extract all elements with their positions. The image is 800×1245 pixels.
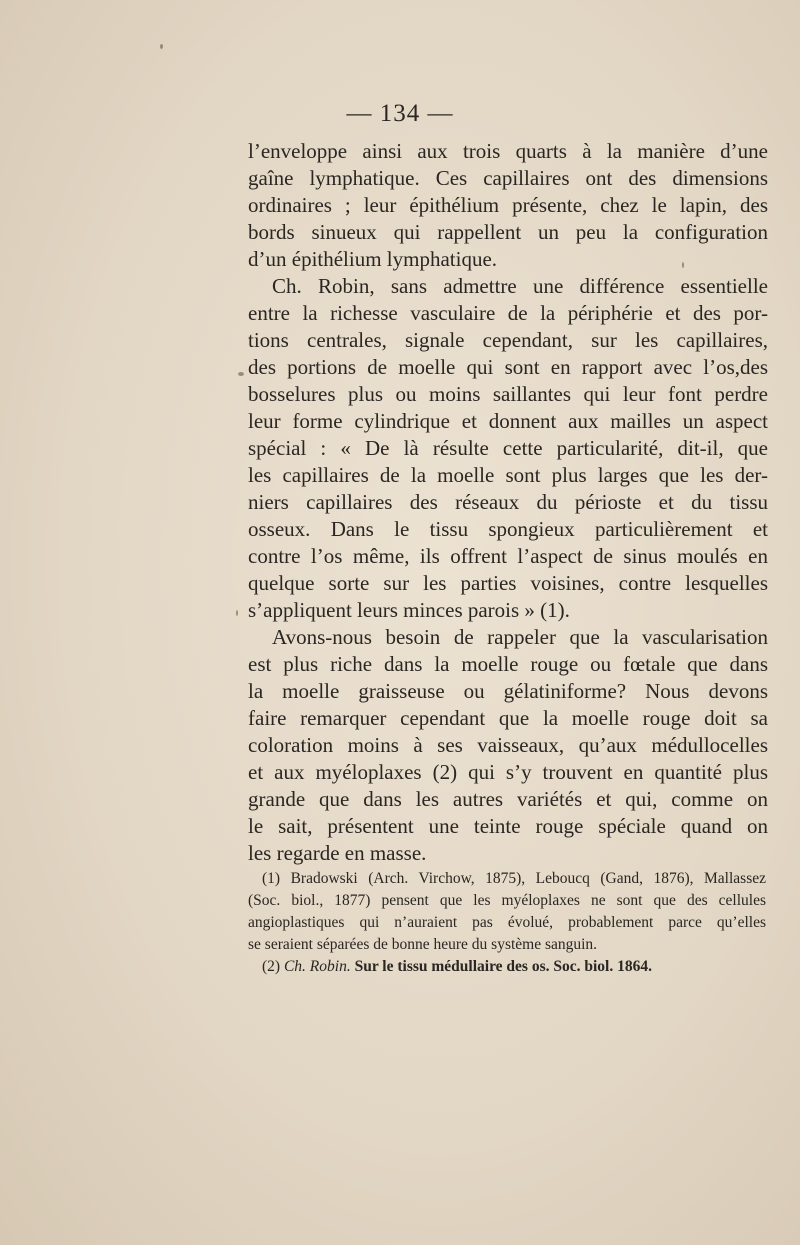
text-line: l’enveloppe ainsi aux trois quarts à la manière d’une — [248, 139, 768, 163]
text-line: contre l’os même, ils offrent l’aspect de sinus moulés en — [248, 544, 768, 568]
text-line: Ch. Robin, sans admettre une différence essentielle — [272, 274, 768, 298]
text-line: s’appliquent leurs minces parois » (1). — [248, 598, 570, 622]
text-line: grande que dans les autres variétés et qui, comme on — [248, 787, 768, 811]
text-line: ordinaires ; leur épithélium présente, chez le lapin, des — [248, 193, 768, 217]
text-line: tions centrales, signale cependant, sur les capillaires, — [248, 328, 768, 352]
text-line: faire remarquer cependant que la moelle rouge doit sa — [248, 706, 768, 730]
text-line: les capillaires de la moelle sont plus larges que les der- — [248, 463, 768, 487]
text-line: Avons-nous besoin de rappeler que la vascularisation — [272, 625, 768, 649]
text-line: d’un épithélium lymphatique. — [248, 247, 498, 271]
footnote-line: se seraient séparées de bonne heure du système sanguin. — [248, 936, 598, 953]
footnote-reference: Sur le tissu médullaire des os. Soc. biol. 1864. — [354, 958, 652, 975]
text-line: spécial : « De là résulte cette particularité, dit-il, que — [248, 436, 768, 460]
text-line: leur forme cylindrique et donnent aux mailles un aspect — [248, 409, 768, 433]
text-line: coloration moins à ses vaisseaux, qu’aux médullocelles — [248, 733, 768, 757]
footnotes — [248, 868, 766, 978]
text-line: le sait, présentent une teinte rouge spéciale quand on — [248, 814, 768, 838]
text-line: niers capillaires des réseaux du périoste et du tissu — [248, 490, 768, 514]
paragraph-1 — [248, 138, 768, 273]
footnote-author: Ch. Robin. — [283, 958, 351, 975]
text-line: est plus riche dans la moelle rouge ou fœtale que dans — [248, 652, 768, 676]
body-text — [248, 138, 768, 867]
paragraph-2 — [248, 273, 768, 624]
text-line: des portions de moelle qui sont en rapport avec l’os,des — [248, 355, 768, 379]
footnote-line: angioplastiques qui n’auraient pas évolué, probablement parce qu’elles — [248, 914, 766, 931]
text-line: entre la richesse vasculaire de la périphérie et des por- — [248, 301, 768, 325]
text-line: et aux myéloplaxes (2) qui s’y trouvent en quantité plus — [248, 760, 768, 784]
footnote-line: (1) Bradowski (Arch. Virchow, 1875), Leboucq (Gand, 1876), Mallassez — [262, 870, 766, 887]
text-line: quelque sorte sur les parties voisines, contre lesquelles — [248, 571, 768, 595]
paper-speck — [236, 610, 238, 616]
page-number: — 134 — — [346, 100, 454, 127]
paragraph-3 — [248, 624, 768, 867]
text-line: bords sinueux qui rappellent un peu la configuration — [248, 220, 768, 244]
paper-speck — [682, 262, 684, 268]
footnote-line: (Soc. biol., 1877) pensent que les myéloplaxes ne sont que des cellules — [248, 892, 766, 909]
text-line: la moelle graisseuse ou gélatiniforme? Nous devons — [248, 679, 768, 703]
text-line: osseux. Dans le tissu spongieux particulièrement et — [248, 517, 768, 541]
footnote-marker: (2) — [262, 958, 281, 975]
text-line: bosselures plus ou moins saillantes qui leur font perdre — [248, 382, 768, 406]
text-line: les regarde en masse. — [248, 841, 427, 865]
footnote-2 — [248, 956, 766, 978]
paper-speck — [238, 372, 244, 376]
text-line: gaîne lymphatique. Ces capillaires ont des dimensions — [248, 166, 768, 190]
footnote-1 — [248, 868, 766, 956]
footnote-line — [248, 956, 766, 978]
paper-speck — [160, 44, 163, 49]
